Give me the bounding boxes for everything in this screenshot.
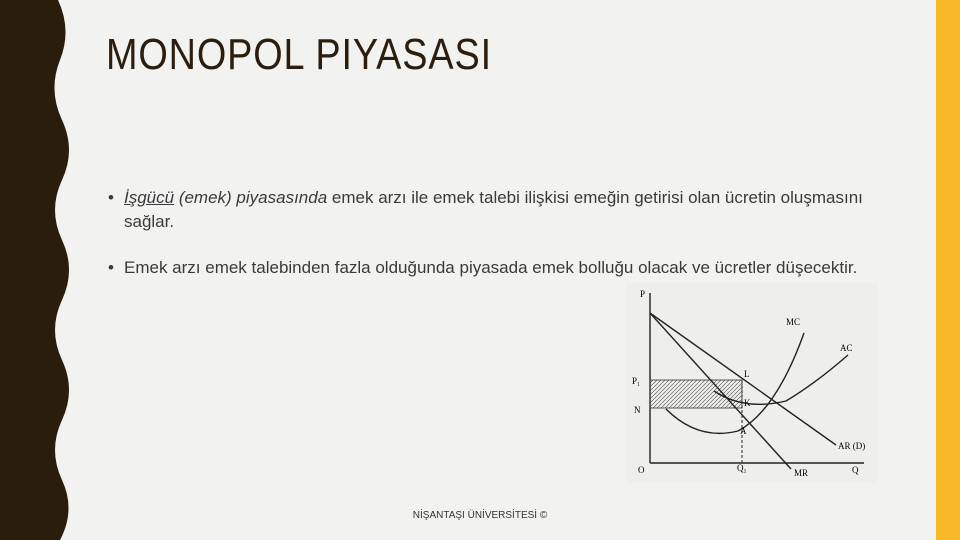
bullet-1-text: emek arzı ile emek talebi ilişkisi emeğin getirisi olan ücretin oluşmasını sağlar.: [124, 188, 863, 231]
bullet-2-text: Emek arzı emek talebinden fazla olduğunda piyasada emek bolluğu olacak ve ücretler düşecektir.: [124, 258, 858, 277]
p-axis-label: P: [640, 289, 646, 299]
k-label: K: [744, 398, 751, 408]
slide-title: MONOPOL PIYASASI: [106, 30, 492, 79]
p1-label: P₁: [632, 376, 641, 386]
q1-label: Q₁: [737, 463, 747, 473]
ac-label: AC: [840, 343, 853, 353]
l-label: L: [744, 369, 750, 379]
monopoly-diagram: [626, 283, 878, 483]
profit-area: [650, 380, 742, 408]
mr-label: MR: [794, 468, 809, 478]
n-label: N: [634, 405, 641, 415]
bullet-1-italic: (emek) piyasasında: [174, 188, 328, 207]
bullet-1-underlined: İşgücü: [124, 188, 175, 207]
ar-label: AR (D): [838, 441, 866, 451]
bullet-dot: •: [108, 258, 114, 277]
bullet-dot: •: [108, 188, 114, 207]
origin-label: O: [638, 465, 645, 475]
q-axis-label: Q: [852, 465, 859, 475]
mc-label: MC: [786, 317, 801, 327]
footer-text: NİŞANTAŞI ÜNİVERSİTESİ ©: [412, 510, 548, 521]
bullet-item-1: [108, 186, 898, 234]
bullet-item-2: [108, 256, 898, 280]
left-decorative-band: [0, 0, 80, 540]
a-label: A: [740, 426, 747, 436]
right-accent-bar: [936, 0, 960, 540]
